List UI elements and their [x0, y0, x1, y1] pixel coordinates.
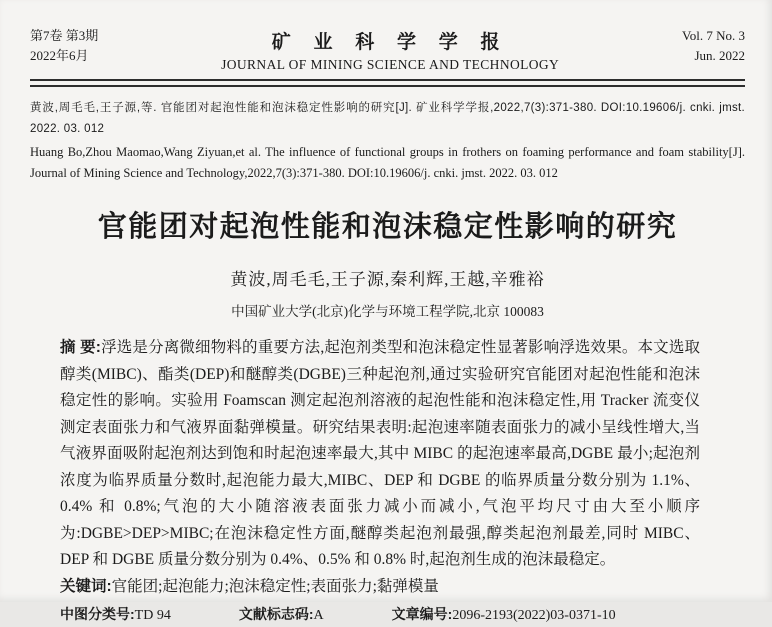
document-code-value: A	[313, 608, 324, 623]
clc-label: 中图分类号:	[60, 606, 135, 622]
keywords-label: 关键词:	[60, 577, 112, 595]
volume-issue-en-block	[682, 26, 745, 66]
article-id-label: 文章编号:	[391, 606, 453, 622]
classification-row	[60, 603, 745, 627]
abstract-text: 浮选是分离微细物料的重要方法,起泡剂类型和泡沫稳定性显著影响浮选效果。本文选取醇类(MIBC)、酯类(DEP)和醚醇类(DGBE)三种起泡剂,通过实验研究官能团对起泡性能和泡沫稳定性的影响。实验用 Foamscan 测定起泡剂溶液的起泡性能和泡沫稳定性,用 Tracker 流变仪测定表面张力和气液界面黏弹模量。研究结果表明:起泡速率随表面张力的减小呈线性增大,当气液界面吸附起泡剂达到饱和时起泡速率最大,其中 MIBC 的起泡速率最高,DGBE 最小;起泡剂浓度为临界质量分数时,起泡能力最大,MIBC、DEP 和 DGBE 的临界质量分数分别为 1.1%、0.4% 和 0.8%;气泡的大小随溶液表面张力减小而减小,气泡平均尺寸由大至小顺序为:DGBE>DEP>MIBC;在泡沫稳定性方面,醚醇类起泡剂最强,醇类起泡剂最差,同时 MIBC、DEP 和 DGBE 质量分数分别为 0.4%、0.5% 和 0.8% 时,起泡剂生成的泡沫最稳定。	[60, 339, 700, 568]
keywords-text: 官能团;起泡能力;泡沫稳定性;表面张力;黏弹模量	[111, 577, 439, 595]
article-title: 官能团对起泡性能和泡沫稳定性影响的研究	[97, 211, 678, 243]
journal-name-block	[98, 26, 682, 73]
citation-chinese: 黄波,周毛毛,王子源,等. 官能团对起泡性能和泡沫稳定性影响的研究[J]. 矿业科学学报,2022,7(3):371-380. DOI:10.19606/j. cnki. jmst. 2022. 03. 012	[30, 102, 745, 135]
citation-block	[30, 98, 745, 184]
abstract-label: 摘 要:	[60, 339, 101, 356]
issue-date-en: Jun. 2022	[694, 48, 745, 64]
volume-issue-en: Vol. 7 No. 3	[682, 28, 745, 43]
article-id	[392, 603, 616, 627]
article-id-value: 2096-2193(2022)03-0371-10	[452, 608, 616, 623]
abstract	[60, 335, 700, 574]
volume-issue-cn: 第7卷 第3期	[30, 28, 99, 43]
header-divider	[30, 79, 745, 87]
clc-number	[60, 603, 171, 627]
volume-issue-block	[30, 26, 98, 66]
issue-date-cn: 2022年6月	[30, 48, 89, 64]
document-code	[239, 603, 324, 627]
author-list: 黄波,周毛毛,王子源,秦利辉,王越,辛雅裕	[230, 270, 545, 289]
clc-value: TD 94	[134, 608, 171, 623]
keywords	[60, 574, 700, 601]
journal-name-en: JOURNAL OF MINING SCIENCE AND TECHNOLOGY	[221, 57, 560, 72]
journal-header	[30, 26, 745, 73]
document-code-label: 文献标志码:	[238, 606, 314, 622]
citation-english: Huang Bo,Zhou Maomao,Wang Ziyuan,et al. The influence of functional groups in frothers on foaming performance and foam stability[J]. Journal of Mining Science and Technology,2022,7(3):371-380. DOI:10.19606/j. cnki. jmst. 2022. 03. 012	[30, 145, 745, 180]
affiliation: 中国矿业大学(北京)化学与环境工程学院,北京 100083	[231, 304, 544, 319]
journal-name-cn: 矿 业 科 学 学 报	[271, 32, 509, 53]
